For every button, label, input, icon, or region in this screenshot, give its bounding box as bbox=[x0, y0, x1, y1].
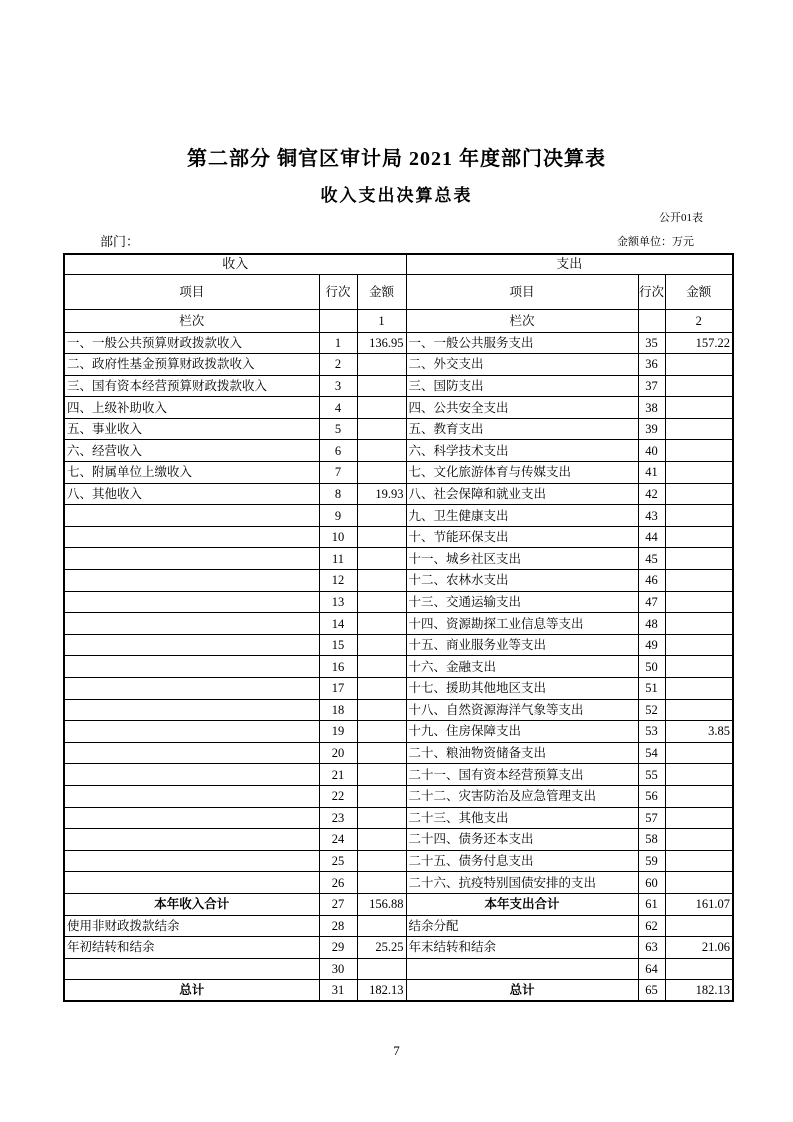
income-amount bbox=[357, 634, 406, 656]
table-row bbox=[64, 937, 733, 959]
income-amount bbox=[357, 915, 406, 937]
income-item bbox=[64, 505, 319, 527]
expense-amount bbox=[665, 785, 733, 807]
expense-amount bbox=[665, 440, 733, 462]
income-amount bbox=[357, 764, 406, 786]
income-row-no: 24 bbox=[319, 829, 357, 851]
expense-row-no: 47 bbox=[638, 591, 665, 613]
table-row bbox=[64, 440, 733, 462]
income-row-no: 11 bbox=[319, 548, 357, 570]
expense-item: 三、国防支出 bbox=[406, 375, 638, 397]
income-amount bbox=[357, 591, 406, 613]
table-row bbox=[64, 915, 733, 937]
expense-column-index: 2 bbox=[665, 309, 733, 332]
income-item bbox=[64, 807, 319, 829]
income-row-no: 2 bbox=[319, 354, 357, 376]
expense-item: 十七、援助其他地区支出 bbox=[406, 678, 638, 700]
expense-item: 四、公共安全支出 bbox=[406, 397, 638, 419]
income-amount bbox=[357, 548, 406, 570]
expense-item bbox=[406, 958, 638, 980]
expense-row-no: 46 bbox=[638, 570, 665, 592]
expense-row-no: 50 bbox=[638, 656, 665, 678]
table-row bbox=[64, 807, 733, 829]
income-amount bbox=[357, 397, 406, 419]
expense-row-no: 35 bbox=[638, 332, 665, 354]
income-amount bbox=[357, 872, 406, 894]
page-number: 7 bbox=[393, 1043, 400, 1058]
income-row-no: 30 bbox=[319, 958, 357, 980]
income-row-no: 18 bbox=[319, 699, 357, 721]
table-row bbox=[64, 570, 733, 592]
income-row-no: 22 bbox=[319, 785, 357, 807]
expense-row-no: 40 bbox=[638, 440, 665, 462]
income-row-no: 23 bbox=[319, 807, 357, 829]
expense-index-label: 栏次 bbox=[406, 309, 638, 332]
expense-amount bbox=[665, 354, 733, 376]
table-row bbox=[64, 634, 733, 656]
income-item bbox=[64, 742, 319, 764]
expense-item: 年末结转和结余 bbox=[406, 937, 638, 959]
expense-amount bbox=[665, 505, 733, 527]
table-row bbox=[64, 591, 733, 613]
expense-row-no: 38 bbox=[638, 397, 665, 419]
expense-amount: 161.07 bbox=[665, 893, 733, 915]
income-amount bbox=[357, 721, 406, 743]
expense-row-no: 58 bbox=[638, 829, 665, 851]
expense-item: 七、文化旅游体育与传媒支出 bbox=[406, 462, 638, 484]
table-row bbox=[64, 980, 733, 1002]
page-title: 第二部分 铜官区审计局 2021 年度部门决算表 bbox=[187, 148, 606, 170]
expense-amount bbox=[665, 483, 733, 505]
expense-item-header: 项目 bbox=[406, 274, 638, 309]
expense-row-no: 57 bbox=[638, 807, 665, 829]
table-row bbox=[64, 418, 733, 440]
expense-item: 五、教育支出 bbox=[406, 418, 638, 440]
expense-row-no: 37 bbox=[638, 375, 665, 397]
expense-item: 二十五、债务付息支出 bbox=[406, 850, 638, 872]
income-amount bbox=[357, 354, 406, 376]
table-row bbox=[64, 764, 733, 786]
income-row-no: 4 bbox=[319, 397, 357, 419]
expense-row-no: 49 bbox=[638, 634, 665, 656]
expense-item: 一、一般公共服务支出 bbox=[406, 332, 638, 354]
income-item: 四、上级补助收入 bbox=[64, 397, 319, 419]
income-row-no: 27 bbox=[319, 893, 357, 915]
expense-item: 二十四、债务还本支出 bbox=[406, 829, 638, 851]
income-item bbox=[64, 591, 319, 613]
income-row-no: 14 bbox=[319, 613, 357, 635]
expense-amount bbox=[665, 958, 733, 980]
income-item: 一、一般公共预算财政拨款收入 bbox=[64, 332, 319, 354]
expense-amount bbox=[665, 613, 733, 635]
income-row-no: 25 bbox=[319, 850, 357, 872]
expense-item: 二十二、灾害防治及应急管理支出 bbox=[406, 785, 638, 807]
section-header-row bbox=[64, 254, 733, 274]
expense-amount bbox=[665, 742, 733, 764]
expense-item: 二十三、其他支出 bbox=[406, 807, 638, 829]
expense-amount bbox=[665, 548, 733, 570]
column-index-row bbox=[64, 309, 733, 332]
table-row bbox=[64, 656, 733, 678]
expense-item: 总计 bbox=[406, 980, 638, 1002]
expense-row-no: 62 bbox=[638, 915, 665, 937]
income-item-header: 项目 bbox=[64, 274, 319, 309]
expense-item: 二、外交支出 bbox=[406, 354, 638, 376]
expense-item: 二十、粮油物资储备支出 bbox=[406, 742, 638, 764]
expense-amount-header: 金额 bbox=[665, 274, 733, 309]
expense-item: 二十一、国有资本经营预算支出 bbox=[406, 764, 638, 786]
table-row bbox=[64, 397, 733, 419]
table-row bbox=[64, 332, 733, 354]
table-row bbox=[64, 850, 733, 872]
expense-row-no: 36 bbox=[638, 354, 665, 376]
table-row bbox=[64, 699, 733, 721]
income-row-no: 1 bbox=[319, 332, 357, 354]
expense-row-no: 54 bbox=[638, 742, 665, 764]
income-item: 七、附属单位上缴收入 bbox=[64, 462, 319, 484]
income-item bbox=[64, 570, 319, 592]
income-item bbox=[64, 634, 319, 656]
income-amount bbox=[357, 785, 406, 807]
income-index-label: 栏次 bbox=[64, 309, 319, 332]
expense-amount bbox=[665, 678, 733, 700]
income-row-no: 8 bbox=[319, 483, 357, 505]
expense-amount bbox=[665, 526, 733, 548]
income-row-no: 7 bbox=[319, 462, 357, 484]
income-index-rowno-cell bbox=[319, 309, 357, 332]
table-row bbox=[64, 462, 733, 484]
income-item bbox=[64, 764, 319, 786]
income-row-no: 17 bbox=[319, 678, 357, 700]
income-amount-header: 金额 bbox=[357, 274, 406, 309]
expense-row-no: 44 bbox=[638, 526, 665, 548]
column-header-row bbox=[64, 274, 733, 309]
table-row bbox=[64, 375, 733, 397]
expense-row-no: 48 bbox=[638, 613, 665, 635]
expense-item: 十二、农林水支出 bbox=[406, 570, 638, 592]
income-expense-summary-table bbox=[63, 253, 734, 1002]
income-row-no: 10 bbox=[319, 526, 357, 548]
income-row-no: 16 bbox=[319, 656, 357, 678]
expense-item: 十八、自然资源海洋气象等支出 bbox=[406, 699, 638, 721]
expense-item: 九、卫生健康支出 bbox=[406, 505, 638, 527]
expense-row-no: 43 bbox=[638, 505, 665, 527]
income-item bbox=[64, 548, 319, 570]
income-item: 五、事业收入 bbox=[64, 418, 319, 440]
income-item bbox=[64, 872, 319, 894]
income-amount bbox=[357, 505, 406, 527]
income-amount bbox=[357, 440, 406, 462]
expense-amount bbox=[665, 656, 733, 678]
expense-row-no: 39 bbox=[638, 418, 665, 440]
table-row bbox=[64, 893, 733, 915]
table-row bbox=[64, 678, 733, 700]
expense-amount bbox=[665, 915, 733, 937]
table-row bbox=[64, 354, 733, 376]
income-row-no: 26 bbox=[319, 872, 357, 894]
income-row-no: 29 bbox=[319, 937, 357, 959]
expense-amount bbox=[665, 418, 733, 440]
expense-item: 十五、商业服务业等支出 bbox=[406, 634, 638, 656]
expense-section-header: 支出 bbox=[406, 254, 733, 274]
table-code-label: 公开01表 bbox=[659, 212, 703, 224]
table-row bbox=[64, 526, 733, 548]
income-row-no: 21 bbox=[319, 764, 357, 786]
expense-item: 八、社会保障和就业支出 bbox=[406, 483, 638, 505]
income-amount bbox=[357, 375, 406, 397]
expense-item: 十四、资源勘探工业信息等支出 bbox=[406, 613, 638, 635]
expense-item: 十三、交通运输支出 bbox=[406, 591, 638, 613]
expense-amount bbox=[665, 807, 733, 829]
expense-amount bbox=[665, 591, 733, 613]
expense-row-no: 55 bbox=[638, 764, 665, 786]
expense-row-no: 63 bbox=[638, 937, 665, 959]
table-row bbox=[64, 785, 733, 807]
income-item bbox=[64, 958, 319, 980]
income-column-index: 1 bbox=[357, 309, 406, 332]
table-body bbox=[64, 332, 733, 1001]
expense-amount bbox=[665, 634, 733, 656]
table-row bbox=[64, 721, 733, 743]
expense-row-no: 53 bbox=[638, 721, 665, 743]
income-amount bbox=[357, 958, 406, 980]
income-item: 使用非财政拨款结余 bbox=[64, 915, 319, 937]
income-item bbox=[64, 678, 319, 700]
expense-item: 十、节能环保支出 bbox=[406, 526, 638, 548]
income-row-no: 5 bbox=[319, 418, 357, 440]
income-row-no-header: 行次 bbox=[319, 274, 357, 309]
table-row bbox=[64, 505, 733, 527]
income-row-no: 28 bbox=[319, 915, 357, 937]
table-row bbox=[64, 483, 733, 505]
expense-row-no: 51 bbox=[638, 678, 665, 700]
amount-unit-label: 金额单位：万元 bbox=[617, 236, 694, 248]
table-row bbox=[64, 872, 733, 894]
income-amount: 136.95 bbox=[357, 332, 406, 354]
income-row-no: 15 bbox=[319, 634, 357, 656]
income-item bbox=[64, 721, 319, 743]
expense-amount: 3.85 bbox=[665, 721, 733, 743]
income-item bbox=[64, 699, 319, 721]
income-row-no: 12 bbox=[319, 570, 357, 592]
income-item bbox=[64, 613, 319, 635]
income-row-no: 13 bbox=[319, 591, 357, 613]
expense-amount bbox=[665, 375, 733, 397]
income-amount: 25.25 bbox=[357, 937, 406, 959]
expense-amount bbox=[665, 570, 733, 592]
income-item bbox=[64, 850, 319, 872]
income-item: 六、经营收入 bbox=[64, 440, 319, 462]
expense-row-no: 59 bbox=[638, 850, 665, 872]
income-item: 二、政府性基金预算财政拨款收入 bbox=[64, 354, 319, 376]
expense-amount bbox=[665, 872, 733, 894]
expense-item: 十一、城乡社区支出 bbox=[406, 548, 638, 570]
expense-item: 结余分配 bbox=[406, 915, 638, 937]
income-item bbox=[64, 656, 319, 678]
department-label: 部门： bbox=[100, 234, 140, 249]
expense-amount: 157.22 bbox=[665, 332, 733, 354]
expense-amount: 21.06 bbox=[665, 937, 733, 959]
income-amount bbox=[357, 850, 406, 872]
income-amount bbox=[357, 742, 406, 764]
expense-amount bbox=[665, 462, 733, 484]
income-item: 年初结转和结余 bbox=[64, 937, 319, 959]
income-row-no: 19 bbox=[319, 721, 357, 743]
income-row-no: 6 bbox=[319, 440, 357, 462]
income-amount bbox=[357, 829, 406, 851]
table-row bbox=[64, 742, 733, 764]
income-row-no: 31 bbox=[319, 980, 357, 1002]
expense-item: 二十六、抗疫特别国债安排的支出 bbox=[406, 872, 638, 894]
income-amount bbox=[357, 526, 406, 548]
income-item bbox=[64, 526, 319, 548]
income-amount bbox=[357, 462, 406, 484]
expense-amount bbox=[665, 764, 733, 786]
income-amount bbox=[357, 807, 406, 829]
income-item: 本年收入合计 bbox=[64, 893, 319, 915]
income-item: 总计 bbox=[64, 980, 319, 1002]
expense-row-no: 52 bbox=[638, 699, 665, 721]
income-amount bbox=[357, 418, 406, 440]
income-amount bbox=[357, 656, 406, 678]
income-amount: 182.13 bbox=[357, 980, 406, 1002]
expense-row-no: 42 bbox=[638, 483, 665, 505]
income-amount: 19.93 bbox=[357, 483, 406, 505]
income-row-no: 20 bbox=[319, 742, 357, 764]
expense-amount bbox=[665, 850, 733, 872]
expense-item: 六、科学技术支出 bbox=[406, 440, 638, 462]
table-row bbox=[64, 613, 733, 635]
expense-row-no: 56 bbox=[638, 785, 665, 807]
expense-row-no: 45 bbox=[638, 548, 665, 570]
income-item: 三、国有资本经营预算财政拨款收入 bbox=[64, 375, 319, 397]
expense-item: 本年支出合计 bbox=[406, 893, 638, 915]
expense-item: 十六、金融支出 bbox=[406, 656, 638, 678]
income-amount bbox=[357, 678, 406, 700]
expense-amount bbox=[665, 699, 733, 721]
expense-row-no: 65 bbox=[638, 980, 665, 1002]
income-row-no: 3 bbox=[319, 375, 357, 397]
expense-row-no: 61 bbox=[638, 893, 665, 915]
income-item bbox=[64, 829, 319, 851]
income-section-header: 收入 bbox=[64, 254, 406, 274]
income-item bbox=[64, 785, 319, 807]
expense-amount bbox=[665, 829, 733, 851]
income-amount: 156.88 bbox=[357, 893, 406, 915]
expense-row-no-header: 行次 bbox=[638, 274, 665, 309]
table-row bbox=[64, 548, 733, 570]
table-row bbox=[64, 829, 733, 851]
income-row-no: 9 bbox=[319, 505, 357, 527]
expense-row-no: 64 bbox=[638, 958, 665, 980]
expense-item: 十九、住房保障支出 bbox=[406, 721, 638, 743]
income-amount bbox=[357, 699, 406, 721]
expense-index-rowno-cell bbox=[638, 309, 665, 332]
page-subtitle: 收入支出决算总表 bbox=[320, 186, 473, 205]
income-amount bbox=[357, 570, 406, 592]
expense-row-no: 60 bbox=[638, 872, 665, 894]
expense-row-no: 41 bbox=[638, 462, 665, 484]
expense-amount: 182.13 bbox=[665, 980, 733, 1002]
table-row bbox=[64, 958, 733, 980]
income-item: 八、其他收入 bbox=[64, 483, 319, 505]
income-amount bbox=[357, 613, 406, 635]
expense-amount bbox=[665, 397, 733, 419]
